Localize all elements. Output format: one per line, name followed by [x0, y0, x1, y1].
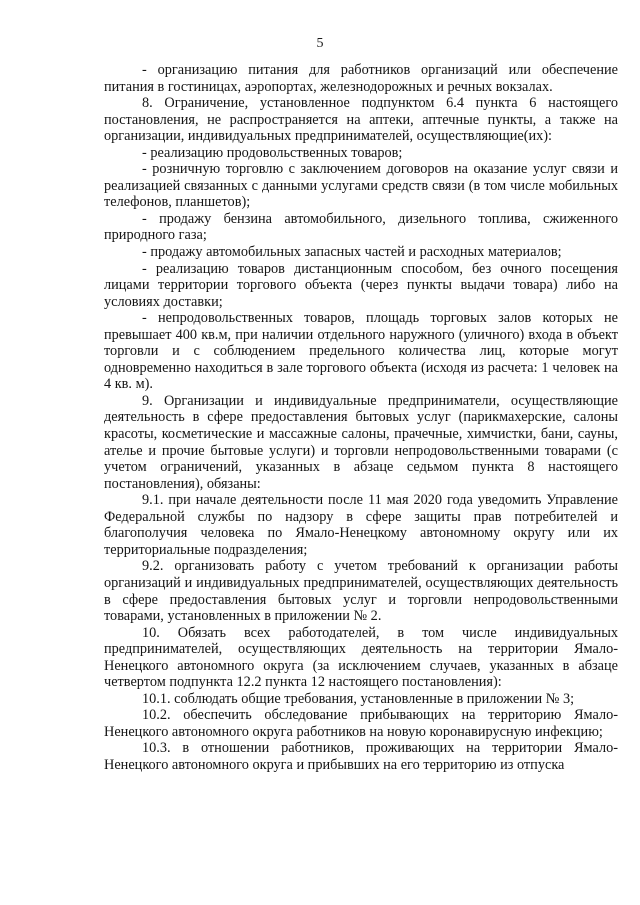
list-item-auto-parts: - продажу автомобильных запасных частей и расходных материалов;: [142, 244, 562, 261]
paragraph-10-1: 10.1. соблюдать общие требования, установленные в приложении № 3;: [142, 690, 575, 707]
paragraph-10-3: 10.3. в отношении работников, проживающих на территории Ямало-Ненецкого автономного округа и прибывших на его территорию из отпуска: [104, 740, 618, 773]
page-number: 5: [316, 36, 324, 51]
paragraph-9-1: 9.1. при начале деятельности после 11 мая 2020 года уведомить Управление Федеральной службы по надзору в сфере защиты прав потребителей и благополучия человека по Ямало-Ненецкому автономному округу или их территориальные подразделения;: [104, 492, 618, 558]
paragraph-10: 10. Обязать всех работодателей, в том числе индивидуальных предпринимателей, осуществляющих деятельность на территории Ямало-Ненецкого автономного округа (за исключением случаев, указанных в абзаце четвертом подпункта 12.2 пункта 12 настоящего постановления):: [104, 624, 618, 691]
list-item-remote-sales: - реализацию товаров дистанционным способом, без очного посещения лицами территории торгового объекта (через пункты выдачи товара) либо на условиях доставки;: [104, 260, 618, 310]
paragraph-9-2: 9.2. организовать работу с учетом требований к организации работы организаций и индивидуальных предпринимателей, осуществляющих деятельность в сфере предоставления бытовых услуг и торговли непродовольственными товарами, установленных в приложении № 2.: [104, 558, 618, 625]
list-item-fuel: - продажу бензина автомобильного, дизельного топлива, сжиженного природного газа;: [104, 210, 618, 244]
paragraph-8: 8. Ограничение, установленное подпунктом 6.4 пункта 6 настоящего постановления, не распространяется на аптеки, аптечные пункты, а также на организации, индивидуальных предпринимателей, осуществляющие(их):: [104, 95, 618, 145]
paragraph-9: 9. Организации и индивидуальные предприниматели, осуществляющие деятельность в сфере предоставления бытовых услуг (парикмахерские, салоны красоты, косметические и массажные салоны, прачечные, химчистки, бани, сауны, ателье и прочие бытовые услуги) и торговли непродовольственными товарами (с учетом ограничений, указанных в абзаце седьмом пункта 8 настоящего постановления), обязаны:: [104, 392, 618, 492]
paragraph-catering: - организацию питания для работников организаций или обеспечение питания в гостиницах, аэропортах, железнодорожных и речных вокзалах.: [104, 62, 618, 95]
list-item-non-food: - непродовольственных товаров, площадь торговых залов которых не превышает 400 кв.м, при наличии отдельного наружного (уличного) входа в объект торговли и с соблюдением предельного количества лиц, которые могут одновременно находиться в зале торгового объекта (исходя из расчета: 1 человек на 4 кв. м).: [104, 310, 618, 393]
list-item-food-retail: - реализацию продовольственных товаров;: [142, 144, 403, 161]
paragraph-10-2: 10.2. обеспечить обследование прибывающих на территорию Ямало-Ненецкого автономного округа работников на новую коронавирусную инфекцию;: [104, 707, 618, 740]
list-item-communications: - розничную торговлю с заключением договоров на оказание услуг связи и реализацией связанных с данными услугами средств связи (в том числе мобильных телефонов, планшетов);: [104, 161, 618, 211]
document-body: [104, 62, 618, 774]
